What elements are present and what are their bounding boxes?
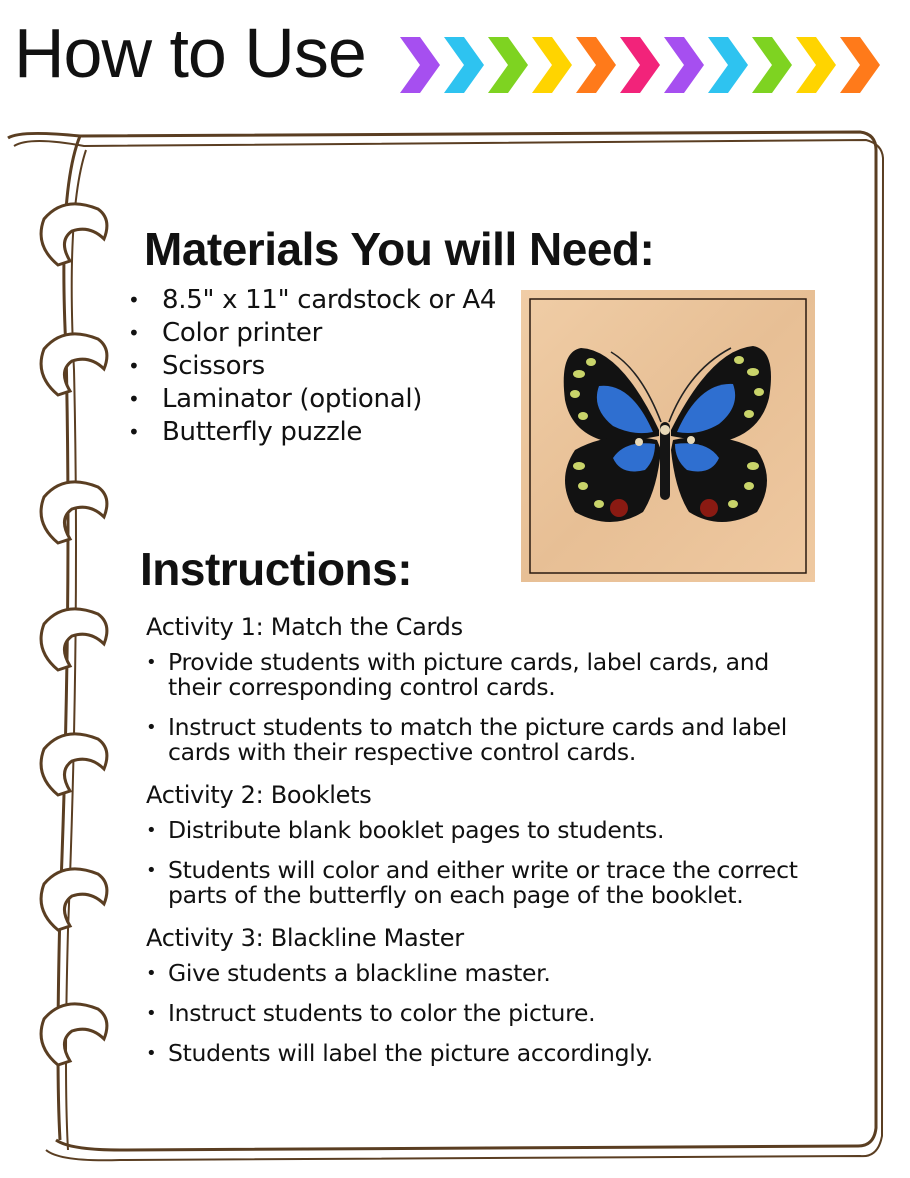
list-item: • Instruct students to color the picture. [146, 999, 596, 1027]
list-item: • Butterfly puzzle [128, 417, 363, 447]
chevron-icon [664, 37, 704, 93]
list-item: • 8.5" x 11" cardstock or A4 [128, 285, 497, 315]
step-text: Give students a blackline master. [168, 959, 551, 987]
activity-steps [146, 961, 826, 1066]
binder-ring-icon [41, 1004, 107, 1065]
chevron-icon [488, 37, 528, 93]
activity-steps [146, 818, 826, 908]
activity-title: Activity 3: Blackline Master [146, 924, 464, 952]
list-item: • Students will label the picture accordingly. [146, 1039, 653, 1067]
list-item: • Scissors [128, 351, 265, 381]
list-item: • Students will color and either write or trace the correct parts of the butterfly on each page of the booklet. [146, 856, 798, 909]
materials-item-label: Laminator (optional) [162, 384, 423, 414]
activity-block [146, 780, 826, 908]
chevron-icon [796, 37, 836, 93]
step-text: Students will label the picture accordingly. [168, 1039, 653, 1067]
materials-item-label: Butterfly puzzle [162, 417, 363, 447]
activity-block [146, 923, 826, 1066]
activity-block [146, 612, 826, 765]
binder-ring-icon [41, 869, 107, 930]
chevron-arrows-decoration [400, 32, 890, 98]
instructions-heading: Instructions: [140, 543, 413, 595]
list-item: • Give students a blackline master. [146, 959, 551, 987]
instructions-body [146, 612, 826, 1081]
chevron-icon [576, 37, 616, 93]
chevron-icon [708, 37, 748, 93]
materials-item-label: Scissors [162, 351, 265, 381]
butterfly-puzzle-photo [521, 290, 815, 582]
chevron-icon [532, 37, 572, 93]
materials-item-label: Color printer [162, 318, 323, 348]
binder-ring-icon [41, 482, 107, 543]
chevron-icon [400, 37, 440, 93]
list-item: • Instruct students to match the picture cards and label cards with their respective control cards. [146, 713, 787, 766]
step-text: Students will color and either write or trace the correct parts of the butterfly on each page of the booklet. [168, 856, 798, 909]
list-item: • Color printer [128, 318, 323, 348]
list-item: • Provide students with picture cards, label cards, and their corresponding control cards. [146, 648, 769, 701]
chevron-icon [620, 37, 660, 93]
step-text: Instruct students to color the picture. [168, 999, 596, 1027]
materials-list [128, 284, 496, 449]
chevron-icon [444, 37, 484, 93]
list-item: • Distribute blank booklet pages to students. [146, 816, 665, 844]
step-text: Provide students with picture cards, label cards, and their corresponding control cards. [168, 648, 769, 701]
activity-steps [146, 650, 826, 765]
page-title: How to Use [14, 14, 366, 92]
materials-heading: Materials You will Need: [144, 223, 655, 275]
step-text: Distribute blank booklet pages to students. [168, 816, 665, 844]
binder-ring-icon [41, 609, 107, 670]
materials-item-label: 8.5" x 11" cardstock or A4 [162, 285, 497, 315]
step-text: Instruct students to match the picture cards and label cards with their respective control cards. [168, 713, 787, 766]
activity-title: Activity 1: Match the Cards [146, 613, 463, 641]
activity-title: Activity 2: Booklets [146, 781, 372, 809]
chevron-icon [840, 37, 880, 93]
list-item: • Laminator (optional) [128, 384, 423, 414]
chevron-icon [752, 37, 792, 93]
